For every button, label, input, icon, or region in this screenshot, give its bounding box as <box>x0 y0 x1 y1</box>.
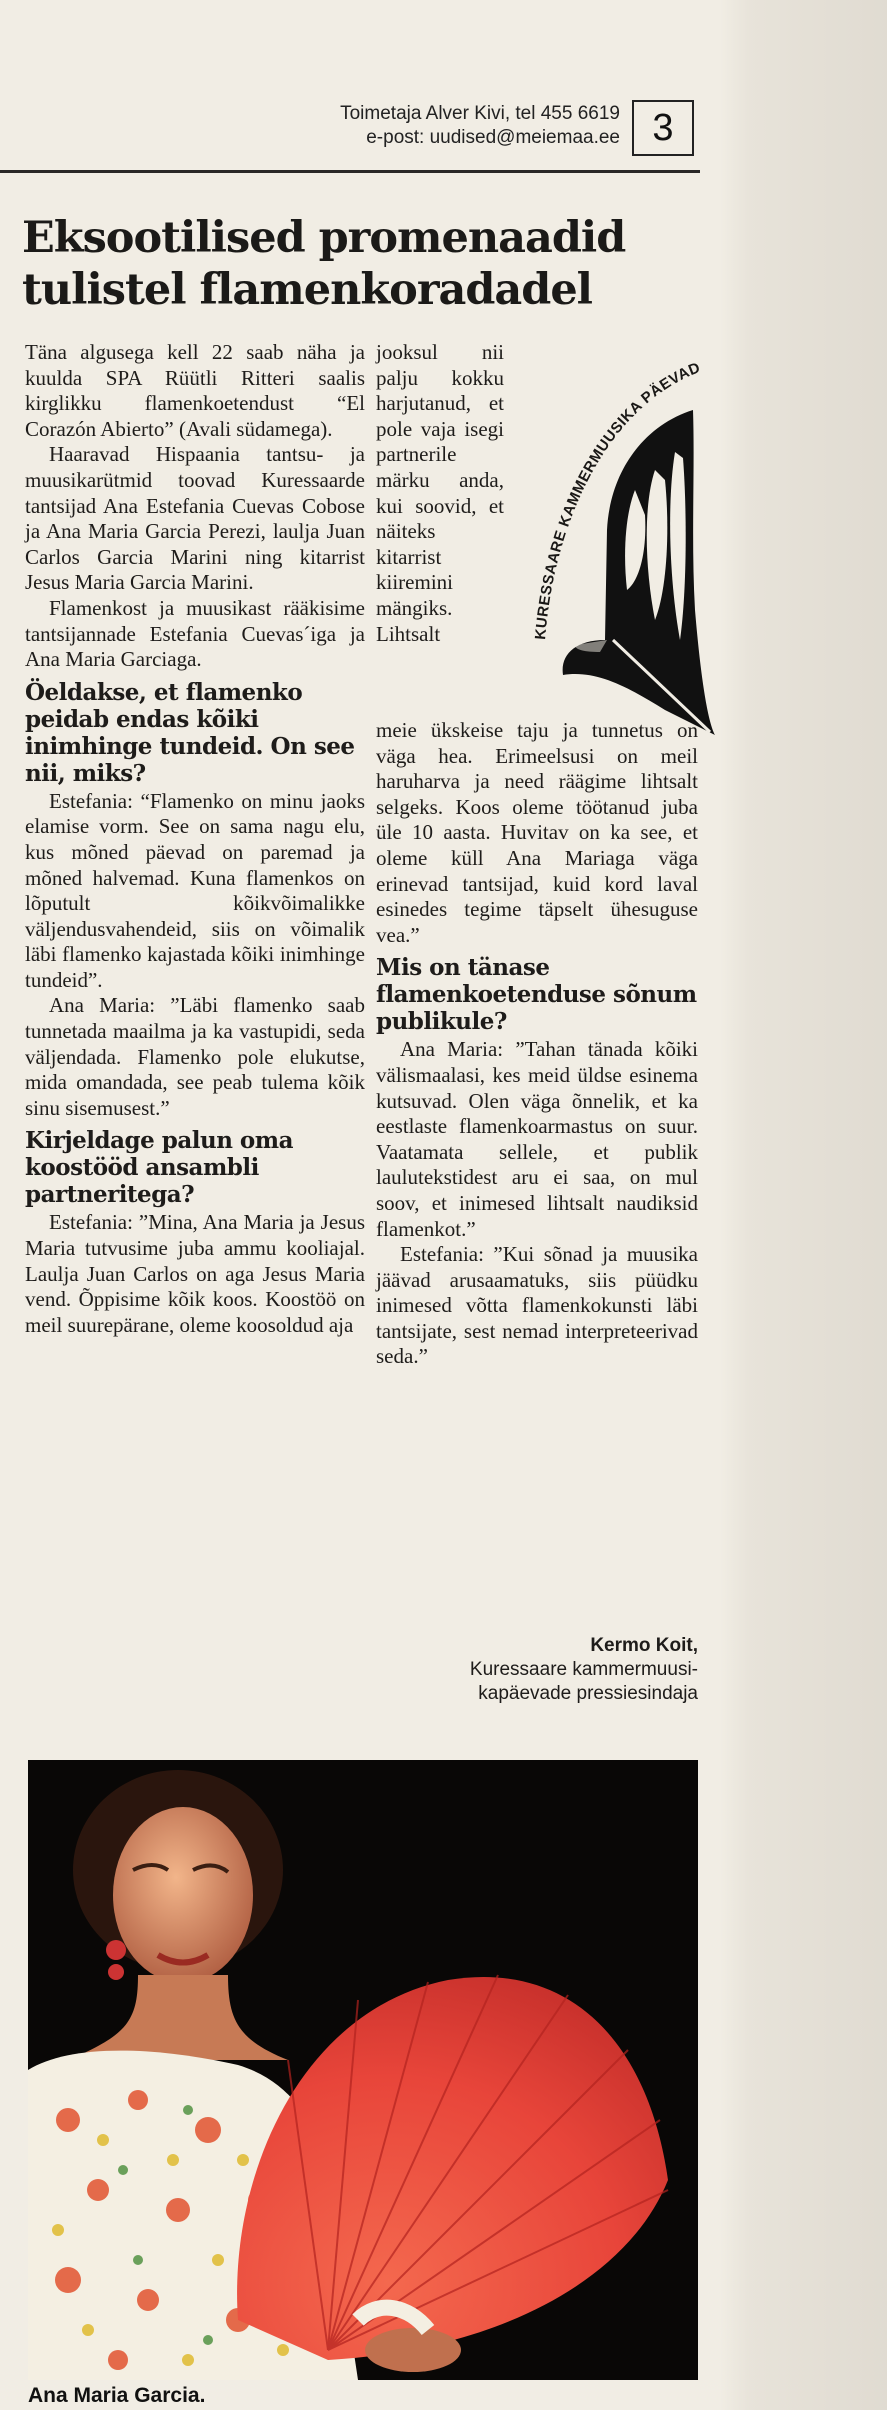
headline-line-1: Eksootilised promenaadid <box>22 213 626 263</box>
article-column-right <box>376 718 698 1370</box>
headline-line-2: tulistel flamenkoradadel <box>22 265 593 315</box>
editor-contact <box>250 102 620 150</box>
editor-line: Toimetaja Alver Kivi, tel 455 6619 <box>340 103 620 124</box>
paragraph: Haaravad Hispaania tantsu- ja muusikarütmid toovad Kuressaarde tantsijad Ana Estefania Cuevas Cobose ja Ana Maria Garcia Perezi, laulja Juan Carlos Garcia Marini ning kitarrist Jesus Maria Garcia Marini. <box>25 442 365 595</box>
adjacent-page-bleed <box>738 235 887 265</box>
paragraph: Estefania: ”Kui sõnad ja muusika jäävad arusaamatuks, siis püüdku inimesed võtta flamenkokunsti läbi tantsijate, sest nemad interpreteerivad seda.” <box>376 1242 698 1369</box>
logo-text: KURESSAARE KAMMERMUUSIKA PÄEVAD <box>532 359 703 641</box>
paragraph: Ana Maria: ”Tahan tänada kõiki välismaalasi, kes meid üldse esinema kutsuvad. Olen väga õnnelik, et ka eestlaste flamenkoarmastus on suur. Vaatamata sellele, et publik laulutekstidest aru ei saa, on mul soov, et inimesed lihtsalt naudiksid flamenkot.” <box>376 1037 698 1241</box>
article-headline <box>22 212 702 316</box>
harp-logo-icon <box>515 340 730 770</box>
author-role-line-2: kapäevade pressiesindaja <box>478 1683 698 1704</box>
page-number: 3 <box>632 100 694 156</box>
interview-question: Kirjeldage palun oma koostööd ansambli partneritega? <box>25 1127 293 1209</box>
interview-question: Öeldakse, et flamenko peidab endas kõiki inimhinge tundeid. On see nii, miks? <box>25 678 355 787</box>
paragraph: Estefania: ”Mina, Ana Maria ja Jesus Maria tutvusime juba ammu kooliajal. Laulja Juan Carlos on aga Jesus Maria vend. Õppisime kõik koos. Koostöö on meil suurepärane, oleme koosoldud aja <box>25 1210 365 1337</box>
paragraph: Ana Maria: ”Läbi flamenko saab tunnetada maailma ja ka vastupidi, seda väljendada. Flamenko pole elukutse, mida omandada, see peab tulema kõik sinu sisemusest.” <box>25 993 365 1120</box>
email-line: e-post: uudised@meiemaa.ee <box>366 127 620 148</box>
article-column-right-top <box>376 340 504 647</box>
author-role-line-1: Kuressaare kammermuusi- <box>469 1659 698 1680</box>
interview-question: Mis on tänase flamenkoetenduse sõnum publikule? <box>376 954 697 1036</box>
paragraph: Estefania: “Flamenko on minu jaoks elamise vorm. See on sama nagu elu, kus mõned päevad on paremad ja mõned halvemad. Kuna flamenkos on lõputult kõikvõimalikke väljendusvahendeid, siis on võimalik läbi flamenko kajastada kõiki inimhinge tundeid”. <box>25 788 365 992</box>
article-column-left <box>25 340 365 1338</box>
paragraph: jooksul nii palju kokku harjutanud, et pole vaja isegi partnerile märku anda, kui soovid, et näiteks kitarrist kiiremini mängiks. Lihtsalt <box>376 340 504 646</box>
paragraph: Täna algusega kell 22 saab näha ja kuulda SPA Rüütli Ritteri saalis kirglikku flamenkoetendust “El Corazón Abierto” (Avali südamega). <box>25 340 365 441</box>
photo-caption: Ana Maria Garcia. <box>28 2384 206 2407</box>
dancer-photo <box>28 1760 698 2380</box>
paragraph: Flamenkost ja muusikast rääkisime tantsijannade Estefania Cuevas´iga ja Ana Maria Garciaga. <box>25 595 365 672</box>
festival-logo <box>515 340 730 770</box>
paragraph: meie ükskeise taju ja tunnetus on väga hea. Erimeelsusi on meil haruharva ja need räägime lihtsalt selgeks. Koos oleme töötanud juba üle 10 aasta. Huvitav on ka see, et oleme küll Ana Mariaga väga erinevad tantsijad, kuid kord laval esinedes tegime täpselt ühesuguse vea.” <box>376 718 698 947</box>
author-name: Kermo Koit, <box>590 1635 698 1656</box>
flamenco-dancer-image <box>28 1760 698 2380</box>
header-divider <box>0 170 700 173</box>
article-byline <box>376 1634 698 1706</box>
